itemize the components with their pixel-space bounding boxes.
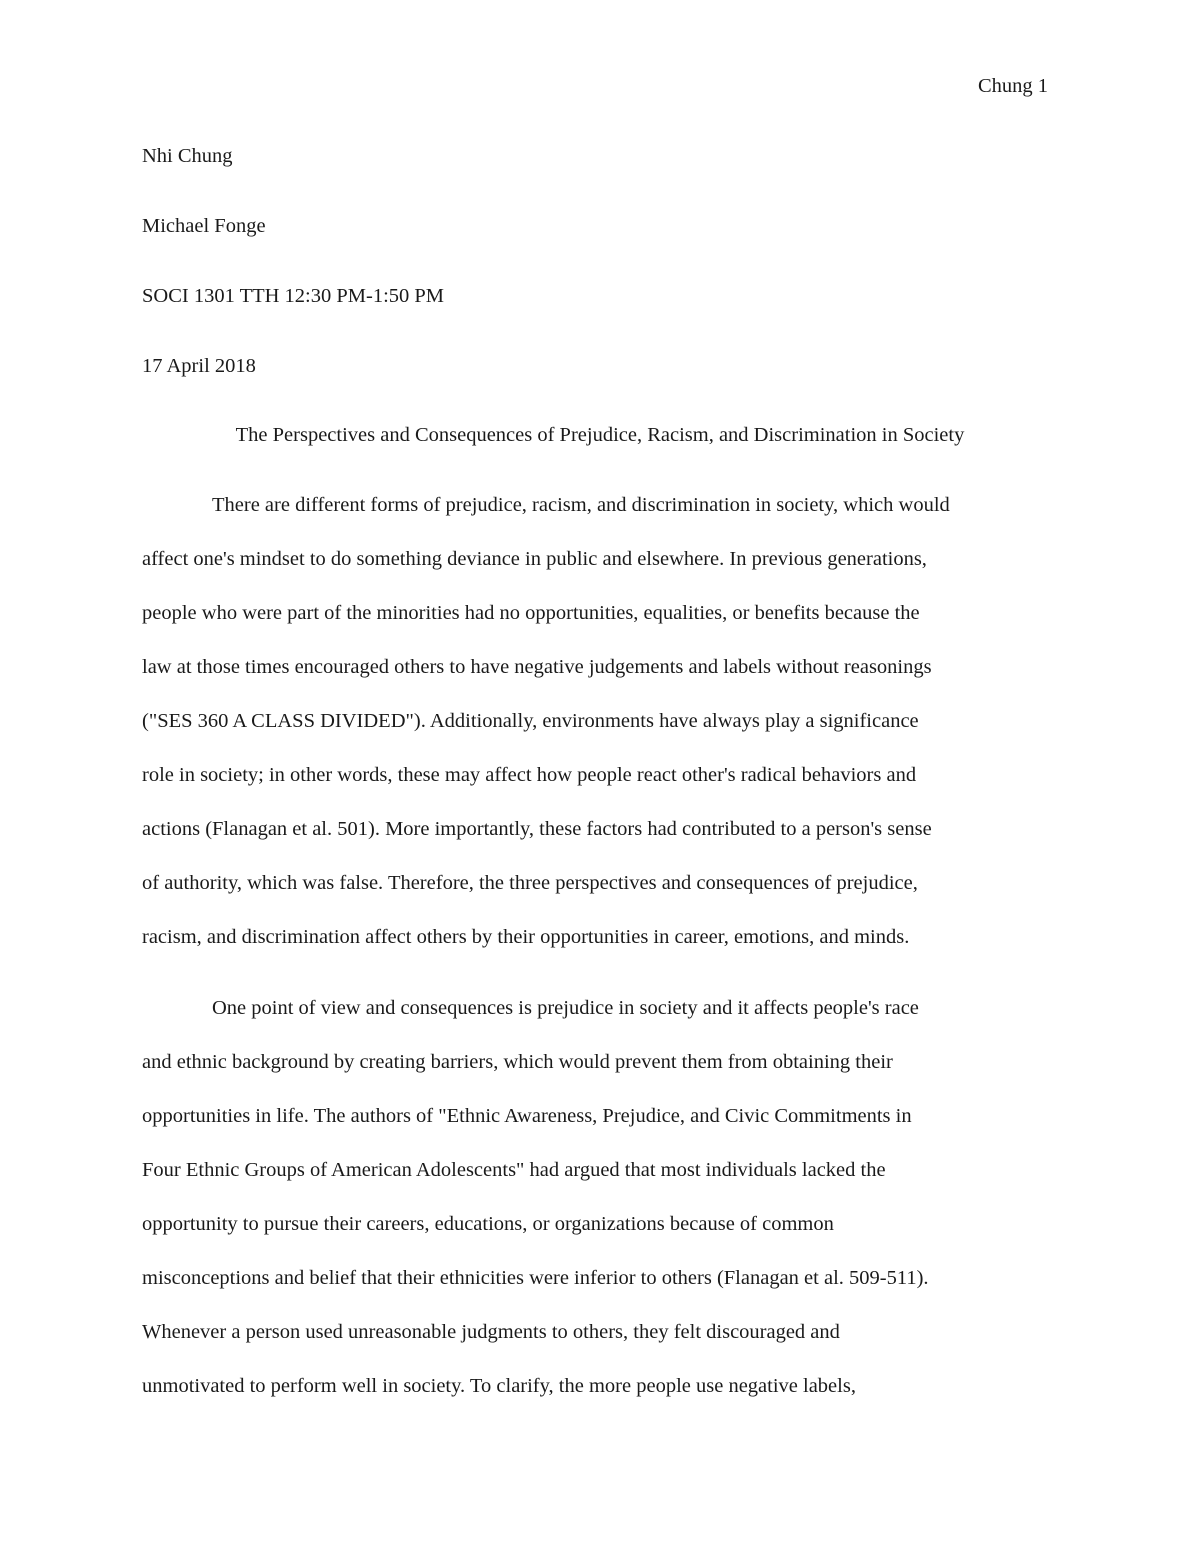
paragraph-line: There are different forms of prejudice, racism, and discrimination in society, which would <box>212 494 950 516</box>
paragraph-line: Whenever a person used unreasonable judgments to others, they felt discouraged and <box>142 1321 840 1343</box>
paragraph-line: One point of view and consequences is prejudice in society and it affects people's race <box>212 997 919 1019</box>
running-head: Chung 1 <box>977 75 1048 97</box>
course-info: SOCI 1301 TTH 12:30 PM-1:50 PM <box>142 285 445 307</box>
instructor-name: Michael Fonge <box>142 215 266 237</box>
date: 17 April 2018 <box>142 355 256 377</box>
paragraph-line: opportunity to pursue their careers, educations, or organizations because of common <box>142 1213 834 1235</box>
paragraph-line: Four Ethnic Groups of American Adolescents" had argued that most individuals lacked the <box>142 1159 886 1181</box>
paragraph-line: role in society; in other words, these may affect how people react other's radical behaviors and <box>142 764 917 786</box>
paragraph-line: affect one's mindset to do something deviance in public and elsewhere. In previous generations, <box>142 548 927 570</box>
paragraph-line: of authority, which was false. Therefore, the three perspectives and consequences of prejudice, <box>142 872 918 894</box>
paragraph-line: opportunities in life. The authors of "Ethnic Awareness, Prejudice, and Civic Commitments in <box>142 1105 912 1127</box>
paragraph-line: people who were part of the minorities had no opportunities, equalities, or benefits because the <box>142 602 920 624</box>
paragraph-line: racism, and discrimination affect others by their opportunities in career, emotions, and minds. <box>142 926 910 948</box>
heading-block <box>142 142 1062 422</box>
paragraph-line: unmotivated to perform well in society. To clarify, the more people use negative labels, <box>142 1375 856 1397</box>
paragraph-1 <box>142 491 1062 977</box>
paragraph-line: law at those times encouraged others to have negative judgements and labels without reasonings <box>142 656 932 678</box>
author-name: Nhi Chung <box>142 145 233 167</box>
paragraph-line: ("SES 360 A CLASS DIVIDED"). Additionally, environments have always play a significance <box>142 710 919 732</box>
paragraph-line: actions (Flanagan et al. 501). More importantly, these factors had contributed to a person's sense <box>142 818 932 840</box>
paragraph-line: misconceptions and belief that their ethnicities were inferior to others (Flanagan et al. 509-511). <box>142 1267 929 1289</box>
essay-title: The Perspectives and Consequences of Prejudice, Racism, and Discrimination in Society <box>235 424 965 446</box>
paragraph-line: and ethnic background by creating barriers, which would prevent them from obtaining their <box>142 1051 893 1073</box>
paragraph-2 <box>142 994 1062 1426</box>
